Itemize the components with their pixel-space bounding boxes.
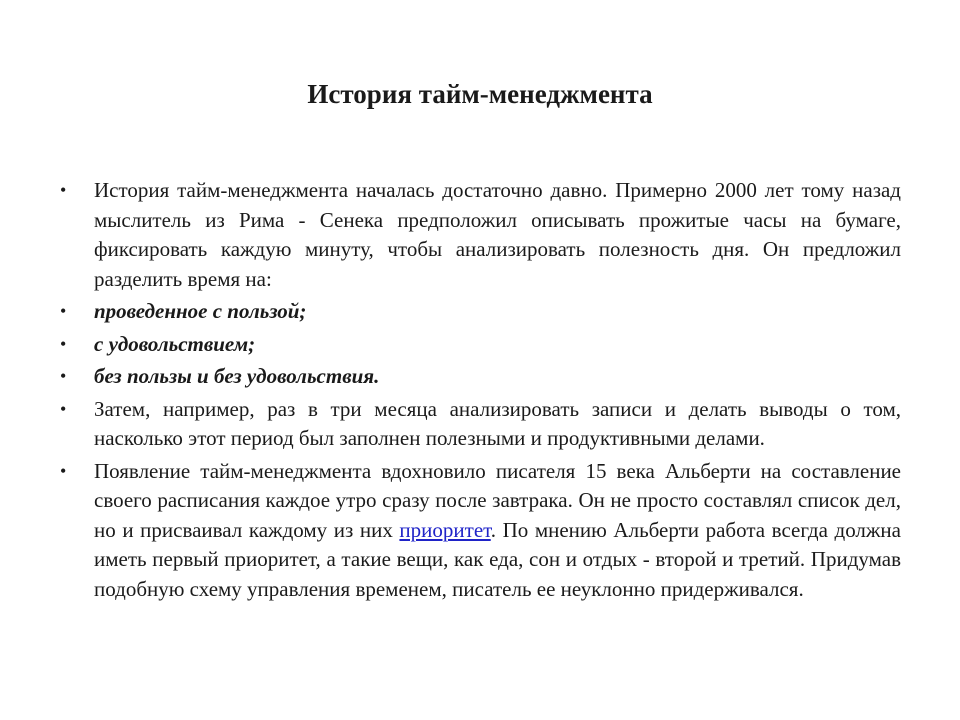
bullet-marker: • bbox=[60, 460, 67, 481]
bullet-text-after-link: . По мнению Альберти работа всегда должна иметь первый приоритет, а такие вещи, как еда, сон и отдых - второй и третий. Придумав подобную схему управления временем, писатель ее неуклонно придерживался. bbox=[94, 517, 901, 601]
bullet-marker: • bbox=[60, 180, 67, 200]
bullet-marker: • bbox=[60, 301, 67, 321]
priority-link[interactable]: приоритет bbox=[399, 517, 491, 542]
bullet-item-pleasure bbox=[60, 330, 901, 360]
bullet-item-useful bbox=[60, 297, 901, 327]
bullet-marker: • bbox=[60, 366, 67, 386]
slide-title: История тайм-менеджмента bbox=[307, 79, 653, 109]
bullet-item-analysis bbox=[60, 395, 901, 454]
bullet-text-emphasis: с удовольствием; bbox=[94, 331, 256, 356]
bullet-text: История тайм-менеджмента началась достаточно давно. Примерно 2000 лет тому назад мыслитель из Рима - Сенека предположил описывать прожитые часы на бумаге, фиксировать каждую минуту, чтобы анализировать полезность дня. Он предложил разделить время на: bbox=[94, 178, 901, 291]
bullet-item-wasted bbox=[60, 362, 901, 392]
bullet-text: Затем, например, раз в три месяца анализировать записи и делать выводы о том, насколько этот период был заполнен полезными и продуктивными делами. bbox=[94, 396, 901, 450]
bullet-list bbox=[60, 176, 901, 607]
bullet-text-emphasis: проведенное с пользой; bbox=[94, 299, 307, 323]
bullet-item-alberti bbox=[60, 457, 901, 605]
bullet-text-emphasis: без пользы и без удовольствия. bbox=[94, 364, 380, 388]
bullet-marker: • bbox=[60, 333, 67, 354]
bullet-item-intro bbox=[60, 176, 901, 294]
bullet-marker: • bbox=[60, 398, 67, 419]
bullet-text-before-link: Появление тайм-менеджмента вдохновило писателя 15 века Альберти на составление своего расписания каждое утро сразу после завтрака. Он не просто составлял список дел, но и присваивал каждому из них bbox=[94, 458, 901, 542]
